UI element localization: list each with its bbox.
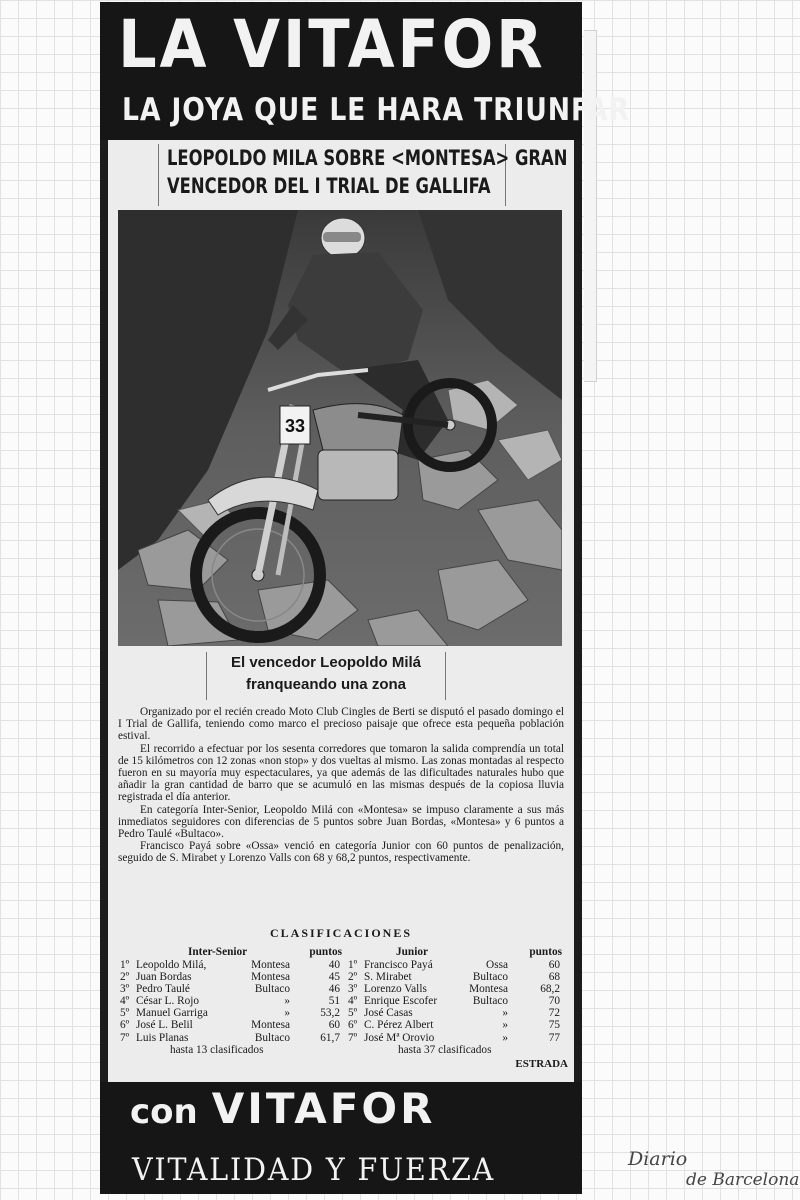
vitafor-bottom-advert xyxy=(100,1082,582,1194)
points-label: puntos xyxy=(529,946,562,958)
rider: C. Pérez Albert xyxy=(364,1019,434,1032)
classifications-title: CLASIFICACIONES xyxy=(269,926,413,940)
make: Montesa xyxy=(469,983,508,996)
position: 7º xyxy=(348,1031,358,1044)
result-row xyxy=(120,971,342,983)
rider: Pedro Taulé xyxy=(136,983,190,996)
advert-brand: VITAFOR xyxy=(211,1084,436,1133)
photo-caption xyxy=(206,652,446,700)
result-row xyxy=(120,995,342,1007)
paper-edge xyxy=(584,30,597,382)
article-body xyxy=(118,706,564,865)
rider: S. Mirabet xyxy=(364,971,412,984)
position: 7º xyxy=(120,1031,130,1044)
make: Bultaco xyxy=(254,1031,290,1044)
paragraph: Francisco Payá sobre «Ossa» venció en categoría Junior con 60 puntos de penalización, seguido de S. Mirabet y Lorenzo Valls con 68 y 68,2 puntos, respectivamente. xyxy=(118,840,564,865)
points: 70 xyxy=(548,995,560,1008)
result-row xyxy=(348,1019,562,1031)
points: 53,2 xyxy=(320,1007,340,1020)
make: » xyxy=(284,1007,290,1020)
rider: Francisco Payá xyxy=(364,959,433,971)
rider: Juan Bordas xyxy=(136,971,192,984)
photo-illustration xyxy=(118,210,562,646)
vitafor-top-advert xyxy=(100,2,630,140)
rider: César L. Rojo xyxy=(136,995,200,1008)
make: » xyxy=(502,1019,508,1032)
result-row xyxy=(348,1007,562,1019)
points: 51 xyxy=(328,995,340,1008)
rider: Enrique Escofer xyxy=(364,995,438,1008)
points: 72 xyxy=(548,1007,560,1020)
inter-senior-results xyxy=(120,946,342,1056)
result-row xyxy=(120,1007,342,1019)
caption-line-2: franqueando una zona xyxy=(245,676,406,693)
motorcycle-photo xyxy=(118,210,562,646)
category-label: Inter-Senior xyxy=(188,946,248,958)
position: 3º xyxy=(120,983,130,996)
position: 4º xyxy=(348,995,358,1008)
category-label: Junior xyxy=(396,946,429,958)
result-row xyxy=(348,971,562,983)
points-label: puntos xyxy=(309,946,342,958)
result-row xyxy=(120,983,342,995)
advert-slogan: LA JOYA QUE LE HARA TRIUNFAR xyxy=(122,92,630,128)
make: Bultaco xyxy=(472,995,508,1008)
paragraph: El recorrido a efectuar por los sesenta corredores que tomaron la salida comprendía un total de 15 kilómetros con 12 zonas «non stop» y dos vueltas al mismo. Las zonas montadas al respecto fueron en su mayoría muy espectaculares, ya que además de las dificultades naturales hubo que añadir la gran cantidad de barro que se acumuló en las mismas después de la copiosa lluvia registrada el día anterior. xyxy=(118,742,564,804)
make: » xyxy=(502,1007,508,1020)
rider: Lorenzo Valls xyxy=(364,983,427,996)
headline-line-1: LEOPOLDO MILA SOBRE <MONTESA> GRAN xyxy=(167,146,568,170)
position: 1º xyxy=(348,959,358,971)
position: 5º xyxy=(120,1007,130,1020)
advert-tagline: VITALIDAD Y FUERZA xyxy=(132,1152,496,1188)
make: Bultaco xyxy=(472,971,508,984)
result-row xyxy=(348,959,562,971)
points: 68 xyxy=(548,971,560,984)
results-header xyxy=(120,946,342,959)
position: 3º xyxy=(348,983,358,996)
make: Montesa xyxy=(251,971,290,984)
rider: José Casas xyxy=(364,1007,413,1020)
article xyxy=(108,140,574,1082)
result-row xyxy=(120,1019,342,1031)
handwritten-line-2: de Barcelona xyxy=(686,1170,800,1190)
points: 68,2 xyxy=(540,983,560,996)
number-plate-text: 33 xyxy=(284,416,306,436)
advert-con-word: con xyxy=(130,1092,198,1132)
position: 6º xyxy=(120,1019,130,1032)
rider: Luis Planas xyxy=(136,1031,189,1044)
points: 60 xyxy=(548,959,560,971)
results-header xyxy=(348,946,562,959)
caption-line-1: El vencedor Leopoldo Milá xyxy=(230,654,422,671)
handwritten-note xyxy=(628,1148,800,1198)
rider: José L. Belil xyxy=(136,1019,193,1032)
result-row xyxy=(348,995,562,1007)
make: Ossa xyxy=(486,959,508,971)
result-row xyxy=(120,959,342,971)
result-row xyxy=(348,983,562,995)
position: 6º xyxy=(348,1019,358,1032)
points: 46 xyxy=(328,983,340,996)
position: 2º xyxy=(348,971,358,984)
position: 2º xyxy=(120,971,130,984)
headline-line-2: VENCEDOR DEL I TRIAL DE GALLIFA xyxy=(167,174,491,198)
author-signature: ESTRADA xyxy=(515,1058,568,1070)
make: Montesa xyxy=(251,959,290,971)
advert-con-line xyxy=(130,1084,435,1133)
rider: Leopoldo Milá, xyxy=(136,959,207,971)
results-footer: hasta 13 clasificados xyxy=(170,1043,264,1056)
paragraph: En categoría Inter-Senior, Leopoldo Milá con «Montesa» se impuso claramente a sus más inmediatos seguidores con diferencias de 5 puntos sobre Juan Bordas, «Montesa» y 6 puntos a Pedro Taulé «Bultaco». xyxy=(118,803,564,841)
headline xyxy=(158,144,568,206)
newspaper-clipping xyxy=(100,2,630,1194)
position: 5º xyxy=(348,1007,358,1020)
handwritten-line-1: Diario xyxy=(628,1148,688,1170)
rider: Manuel Garriga xyxy=(136,1007,208,1020)
points: 45 xyxy=(328,971,340,984)
position: 1º xyxy=(120,959,130,971)
make: Montesa xyxy=(251,1019,290,1032)
junior-results xyxy=(348,946,562,1056)
points: 60 xyxy=(328,1019,340,1032)
position: 4º xyxy=(120,995,130,1008)
advert-brand-title: LA VITAFOR xyxy=(118,6,546,83)
results-footer: hasta 37 clasificados xyxy=(398,1043,492,1056)
points: 77 xyxy=(548,1031,560,1044)
points: 61,7 xyxy=(320,1031,340,1044)
rider: José Mª Orovio xyxy=(364,1031,435,1044)
result-row xyxy=(120,1032,342,1044)
points: 40 xyxy=(328,959,340,971)
make: » xyxy=(284,995,290,1008)
points: 75 xyxy=(548,1019,560,1032)
make: » xyxy=(502,1031,508,1044)
result-row xyxy=(348,1032,562,1044)
make: Bultaco xyxy=(254,983,290,996)
paragraph: Organizado por el recién creado Moto Club Cingles de Berti se disputó el pasado domingo el I Trial de Gallifa, teniendo como marco el precioso paisaje que ofrece esta pequeña población estival. xyxy=(118,706,564,743)
